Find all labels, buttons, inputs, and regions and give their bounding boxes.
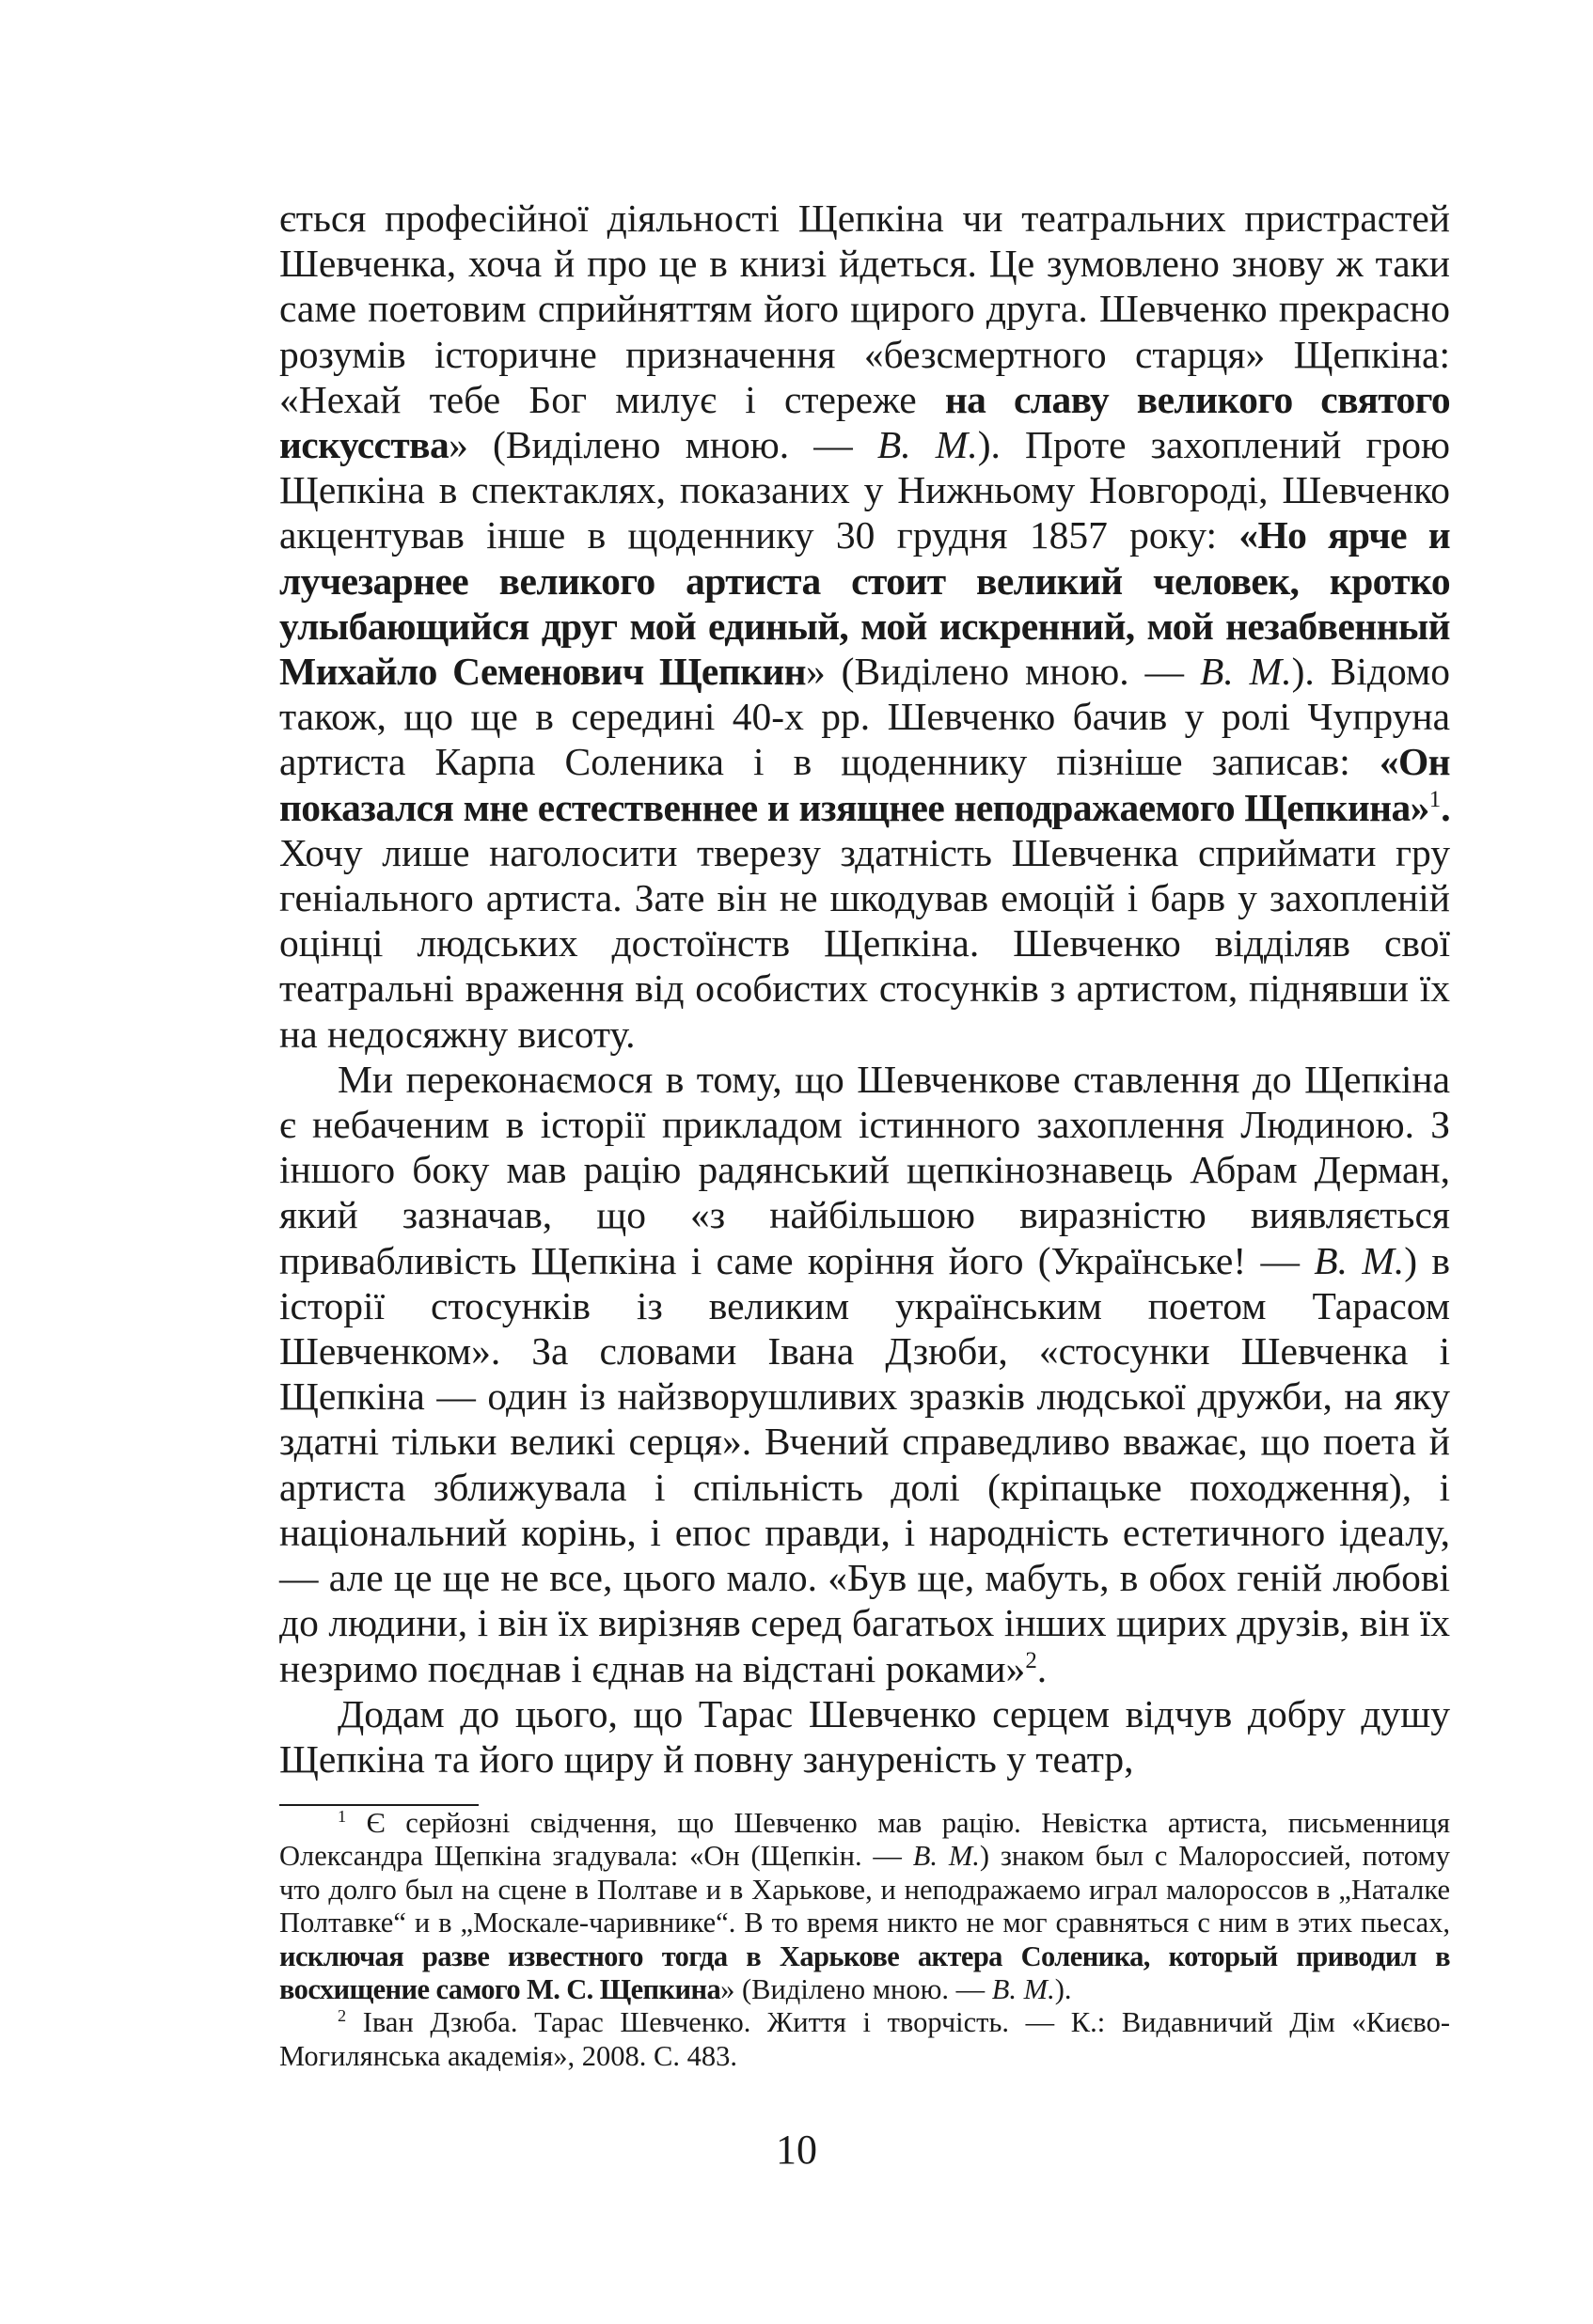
- p1-text-6: Хочу лише наголосити тверезу здатність Шевченка сприймати гру геніального артиста. Зате він не шкодував емоцій і барв у захопленій оцінці людських достоїнств Щепкіна. Шевченко відділяв свої театральні враження від особистих стосунків з артистом, піднявши їх на недосяжну висоту.: [279, 830, 1450, 1056]
- p1-text-5: ). Відомо також, що ще в середині 40-х рр. Шевченко бачив у ролі Чупруна артиста Карпа Соленика і в щоденнику пізніше записав:: [279, 650, 1450, 784]
- footnotes: [279, 1807, 1450, 2073]
- footnote-1-text-1: Є серйозні свідчення, що Шевченко мав рацію. Невістка артиста, письменниця Олександра Щепкіна згадувала: «Он (Щепкін. —: [279, 1807, 1450, 1873]
- page-content: [279, 196, 1450, 1782]
- page-number: 10: [776, 2127, 817, 2173]
- footnote-1-italic-1: В. М.: [912, 1840, 980, 1873]
- p2-italic-1: В. М.: [1314, 1238, 1405, 1282]
- p1-italic-1: В. М.: [876, 423, 978, 467]
- body-text: [279, 196, 1450, 1782]
- footnote-1-text-3: » (Виділено мною. —: [720, 1973, 992, 2006]
- p1-text-2: » (Виділено мною. —: [449, 423, 877, 467]
- footnote-2-text-1: Іван Дзюба. Тарас Шевченко. Життя і творчість. — К.: Видавничий Дім «Києво-Могилянська академія», 2008. С. 483.: [279, 2006, 1450, 2072]
- p2-text-2: ) в історії стосунків із великим українським поетом Тарасом Шевченком». За словами Івана Дзюби, «стосунки Шевченка і Щепкіна — один із найзворушливих зразків людської дружби, на яку здатні тільки великі серця». Вчений справедливо вважає, що поета й артиста зближувала і спільність долі (кріпацьке походження), і національний корінь, і епос правди, і народність естетичного ідеалу, — але це ще не все, цього мало. «Був ще, мабуть, в обох геній любові до людини, і він їх вирізняв серед багатьох інших щирих друзів, він їх незримо поєднав і єднав на відстані роками»: [279, 1238, 1451, 1690]
- paragraph-2: [279, 1057, 1450, 1691]
- footnote-2-number: 2: [338, 2006, 347, 2026]
- footnote-1-italic-2: В. М.: [991, 1973, 1055, 2006]
- p1-bold-4: .: [1441, 785, 1450, 829]
- p1-text-3: ). Проте захоплений грою Щепкіна в спектаклях, показаних у Нижньому Новгороді, Шевченко акцентував інше в щоденнику 30 грудня 1857 року:: [279, 423, 1450, 557]
- footnote-ref-1[interactable]: 1: [1428, 786, 1442, 812]
- footnote-2: [279, 2006, 1450, 2073]
- p1-bold-1: на славу великого святого искусства: [279, 377, 1450, 467]
- footnote-1-text-2: ) знаком был с Малороссией, потому что долго был на сцене в Полтаве и в Харькове, и неподражаемо играл малороссов в „Наталке Полтавке“ и в „Москале-чаривнике“. В то время никто не мог сравняться с ним в этих пьесах,: [279, 1840, 1450, 1939]
- footnote-1-number: 1: [338, 1806, 347, 1826]
- p1-bold-2: «Но ярче и лучезарнее великого артиста стоит великий человек, кротко улыбающийся друг мой единый, мой искренний, мой незабвенный Михайло Семенович Щепкин: [279, 513, 1451, 694]
- footnote-1-text-4: ).: [1054, 1973, 1072, 2006]
- p1-italic-2: В. М.: [1199, 650, 1292, 694]
- p1-bold-3: «Он показался мне естественнее и изящнее неподражаемого Щепкина»: [279, 740, 1450, 829]
- footnote-divider: [279, 1804, 479, 1806]
- p3-text-1: Додам до цього, що Тарас Шевченко серцем відчув добру душу Щепкіна та його щиру й повну зануреність у театр,: [279, 1691, 1450, 1781]
- p2-text-1: Ми переконаємося в тому, що Шевченкове ставлення до Щепкіна є небаченим в історії прикладом істинного захоплення Людиною. З іншого боку мав рацію радянський щепкінознавець Абрам Дерман, який зазначав, що «з найбільшою виразністю виявляється привабливість Щепкіна і саме коріння його (Українське! —: [279, 1057, 1450, 1282]
- paragraph-3: [279, 1691, 1450, 1782]
- footnote-ref-2[interactable]: 2: [1025, 1647, 1037, 1673]
- footnote-1-bold-1: исключая разве известного тогда в Харькове актера Соленика, который приводил в восхищение самого М. С. Щепкина: [279, 1939, 1450, 2006]
- footnote-1: [279, 1807, 1450, 2006]
- paragraph-1: [279, 196, 1450, 1057]
- p2-text-3: .: [1036, 1646, 1048, 1690]
- p1-text-1: ється професійної діяльності Щепкіна чи театральних пристрастей Шевченка, хоча й про це в книзі йдеться. Це зумовлено знову ж таки саме поетовим сприйняттям його щирого друга. Шевченко прекрасно розумів історичне призначення «безсмертного старця» Щепкіна: «Нехай тебе Бог милує і стереже: [279, 196, 1450, 421]
- p1-text-4: » (Виділено мною. —: [806, 650, 1200, 694]
